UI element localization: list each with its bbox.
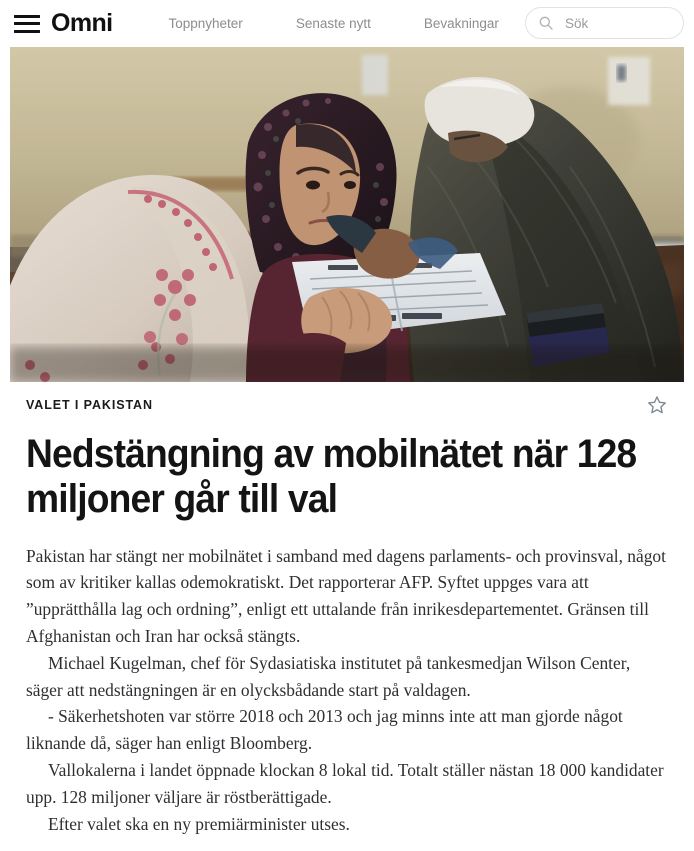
nav-item-bevakningar[interactable]: Bevakningar: [423, 16, 499, 31]
hero-photo-illustration: [10, 47, 684, 382]
site-header: [0, 0, 694, 47]
hamburger-bar: [14, 15, 40, 18]
star-icon[interactable]: [646, 394, 668, 416]
search-box[interactable]: [525, 7, 684, 39]
nav-item-toppnyheter[interactable]: Toppnyheter: [168, 16, 243, 31]
article-paragraph: Michael Kugelman, chef för Sydasiatiska institutet på tankesmedjan Wilson Center, säger att nedstängningen är en olycksbådande start på valdagen.: [26, 652, 631, 700]
article-kicker[interactable]: VALET I PAKISTAN: [26, 398, 153, 412]
hamburger-menu-icon[interactable]: [14, 15, 40, 33]
hamburger-bar: [14, 30, 40, 33]
kicker-row: [26, 382, 668, 416]
site-logo[interactable]: Omni: [51, 9, 113, 37]
article-text: [26, 543, 668, 838]
article-body: [0, 382, 694, 837]
search-icon: [539, 16, 553, 30]
article-paragraph: Vallokalerna i landet öppnade klockan 8 lokal tid. Totalt ställer nästan 18 000 kandidater upp. 128 miljoner väljare är röstberättigade.: [26, 759, 664, 807]
search-input[interactable]: [565, 16, 665, 31]
article-paragraph: - Säkerhetshoten var större 2018 och 2013 och jag minns inte att man gjorde något liknande då, säger han enligt Bloomberg.: [26, 706, 623, 754]
main-nav: [169, 16, 499, 31]
hamburger-bar: [14, 22, 40, 25]
nav-item-senaste-nytt[interactable]: Senaste nytt: [295, 16, 371, 31]
hero-image: [10, 47, 684, 382]
page-title: Nedstängning av mobilnätet när 128 miljoner går till val: [26, 432, 637, 521]
article-paragraph: Pakistan har stängt ner mobilnätet i samband med dagens parlaments- och provinsval, något som av kritiker kallas odemokratiskt. Det rapporterar AFP. Syftet uppges vara att ”upprätthålla lag och ordning”, enligt ett uttalande från inrikesdepartementet. Gränsen till Afghanistan och Iran har också stängts.: [26, 545, 666, 646]
article-paragraph: Efter valet ska en ny premiärminister utses.: [48, 813, 350, 834]
